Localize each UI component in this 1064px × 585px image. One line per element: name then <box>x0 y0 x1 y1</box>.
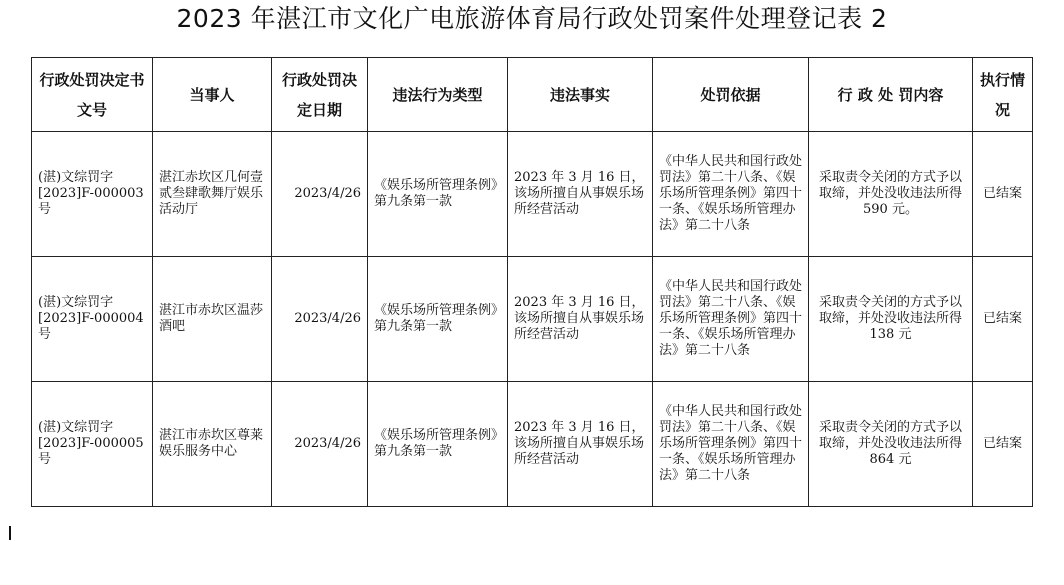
cell-decision-no: (湛)文综罚字[2023]F-000004号 <box>32 257 153 382</box>
cell-basis: 《中华人民共和国行政处罚法》第二十八条、《娱乐场所管理条例》第四十一条、《娱乐场所管理办法》第二十八条 <box>653 132 809 257</box>
cell-status: 已结案 <box>973 257 1033 382</box>
cell-content: 采取责令关闭的方式予以取缔，并处没收违法所得 864 元 <box>809 382 973 507</box>
cell-status: 已结案 <box>973 382 1033 507</box>
header-violation-type: 违法行为类型 <box>368 58 508 132</box>
cell-facts: 2023 年 3 月 16 日，该场所擅自从事娱乐场所经营活动 <box>508 382 653 507</box>
penalty-register-table <box>31 57 1033 507</box>
cell-violation-type: 《娱乐场所管理条例》第九条第一款 <box>368 382 508 507</box>
page-title: 2023 年湛江市文化广电旅游体育局行政处罚案件处理登记表 2 <box>176 4 888 33</box>
cell-decision-date: 2023/4/26 <box>272 132 368 257</box>
header-basis: 处罚依据 <box>653 58 809 132</box>
cell-decision-date: 2023/4/26 <box>272 382 368 507</box>
cell-party: 湛江市赤坎区温莎酒吧 <box>153 257 272 382</box>
header-row <box>32 58 1033 132</box>
cell-violation-type: 《娱乐场所管理条例》第九条第一款 <box>368 257 508 382</box>
cell-basis: 《中华人民共和国行政处罚法》第二十八条、《娱乐场所管理条例》第四十一条、《娱乐场所管理办法》第二十八条 <box>653 257 809 382</box>
header-content: 行 政 处 罚内容 <box>809 58 973 132</box>
cell-content: 采取责令关闭的方式予以取缔，并处没收违法所得 590 元。 <box>809 132 973 257</box>
cell-party: 湛江赤坎区几何壹贰叁肆歌舞厅娱乐活动厅 <box>153 132 272 257</box>
cell-violation-type: 《娱乐场所管理条例》第九条第一款 <box>368 132 508 257</box>
header-decision-no: 行政处罚决定书文号 <box>32 58 153 132</box>
header-decision-date: 行政处罚决定日期 <box>272 58 368 132</box>
cell-facts: 2023 年 3 月 16 日，该场所擅自从事娱乐场所经营活动 <box>508 257 653 382</box>
header-party: 当事人 <box>153 58 272 132</box>
cell-facts: 2023 年 3 月 16 日，该场所擅自从事娱乐场所经营活动 <box>508 132 653 257</box>
cell-content: 采取责令关闭的方式予以取缔，并处没收违法所得 138 元 <box>809 257 973 382</box>
cell-status: 已结案 <box>973 132 1033 257</box>
header-facts: 违法事实 <box>508 58 653 132</box>
cell-basis: 《中华人民共和国行政处罚法》第二十八条、《娱乐场所管理条例》第四十一条、《娱乐场所管理办法》第二十八条 <box>653 382 809 507</box>
table-row <box>32 382 1033 507</box>
cell-decision-no: (湛)文综罚字[2023]F-000003号 <box>32 132 153 257</box>
cell-decision-date: 2023/4/26 <box>272 257 368 382</box>
header-status: 执行情况 <box>973 58 1033 132</box>
table-row <box>32 257 1033 382</box>
cell-party: 湛江市赤坎区尊莱娱乐服务中心 <box>153 382 272 507</box>
text-cursor <box>9 526 11 540</box>
cell-decision-no: (湛)文综罚字[2023]F-000005号 <box>32 382 153 507</box>
table-row <box>32 132 1033 257</box>
